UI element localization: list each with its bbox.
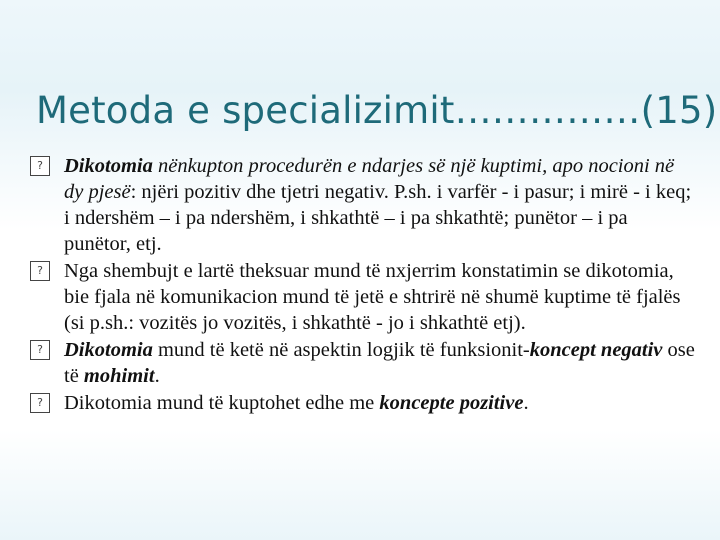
slide-title: Metoda e specializimit……………(15) bbox=[36, 89, 718, 132]
term-koncept-negativ: koncept negativ bbox=[529, 339, 663, 361]
bullet-logical-aspect bbox=[30, 337, 695, 389]
term-dikotomia: Dikotomia bbox=[64, 155, 153, 177]
term-koncepte-pozitive: koncepte pozitive bbox=[379, 392, 524, 414]
conclusion-text: Nga shembujt e lartë theksuar mund të nxjerrim konstatimin se dikotomia, bie fjala në komunikacion mund të jetë e shtrirë në shumë kuptime të fjalës (si p.sh.: vozitës jo vozitës, i shkathtë - jo i shkathtë etj). bbox=[64, 260, 681, 334]
bullet-dikotomia-definition bbox=[30, 153, 695, 257]
missing-glyph-bullet-icon: ? bbox=[30, 340, 50, 360]
logical-aspect-text: mund të ketë në aspektin logjik të funksionit- bbox=[152, 339, 530, 361]
bullet-conclusion bbox=[30, 258, 695, 336]
bullet-positive-concepts bbox=[30, 390, 695, 416]
missing-glyph-bullet-icon: ? bbox=[30, 393, 50, 413]
definition-text: nënkupton procedurën e ndarjes së një kuptimi, apo nocioni në dy pjesë bbox=[64, 155, 675, 203]
term-mohimit: mohimit bbox=[83, 365, 155, 387]
term-dikotomia: Dikotomia bbox=[64, 339, 153, 361]
connector-text: ose të bbox=[64, 339, 695, 387]
examples-text: : njëri pozitiv dhe tjetri negativ. P.sh. i varfër - i pasur; i mirë - i keq; i ndershëm – i pa ndershëm, i shkathtë – i pa shkathtë; punëtor – i pa punëtor, etj. bbox=[64, 181, 692, 255]
missing-glyph-bullet-icon: ? bbox=[30, 156, 50, 176]
bullet-list bbox=[30, 153, 695, 417]
period-text: . bbox=[154, 365, 160, 387]
period-text: . bbox=[523, 392, 529, 414]
missing-glyph-bullet-icon: ? bbox=[30, 261, 50, 281]
positive-concepts-text: Dikotomia mund të kuptohet edhe me bbox=[64, 392, 380, 414]
